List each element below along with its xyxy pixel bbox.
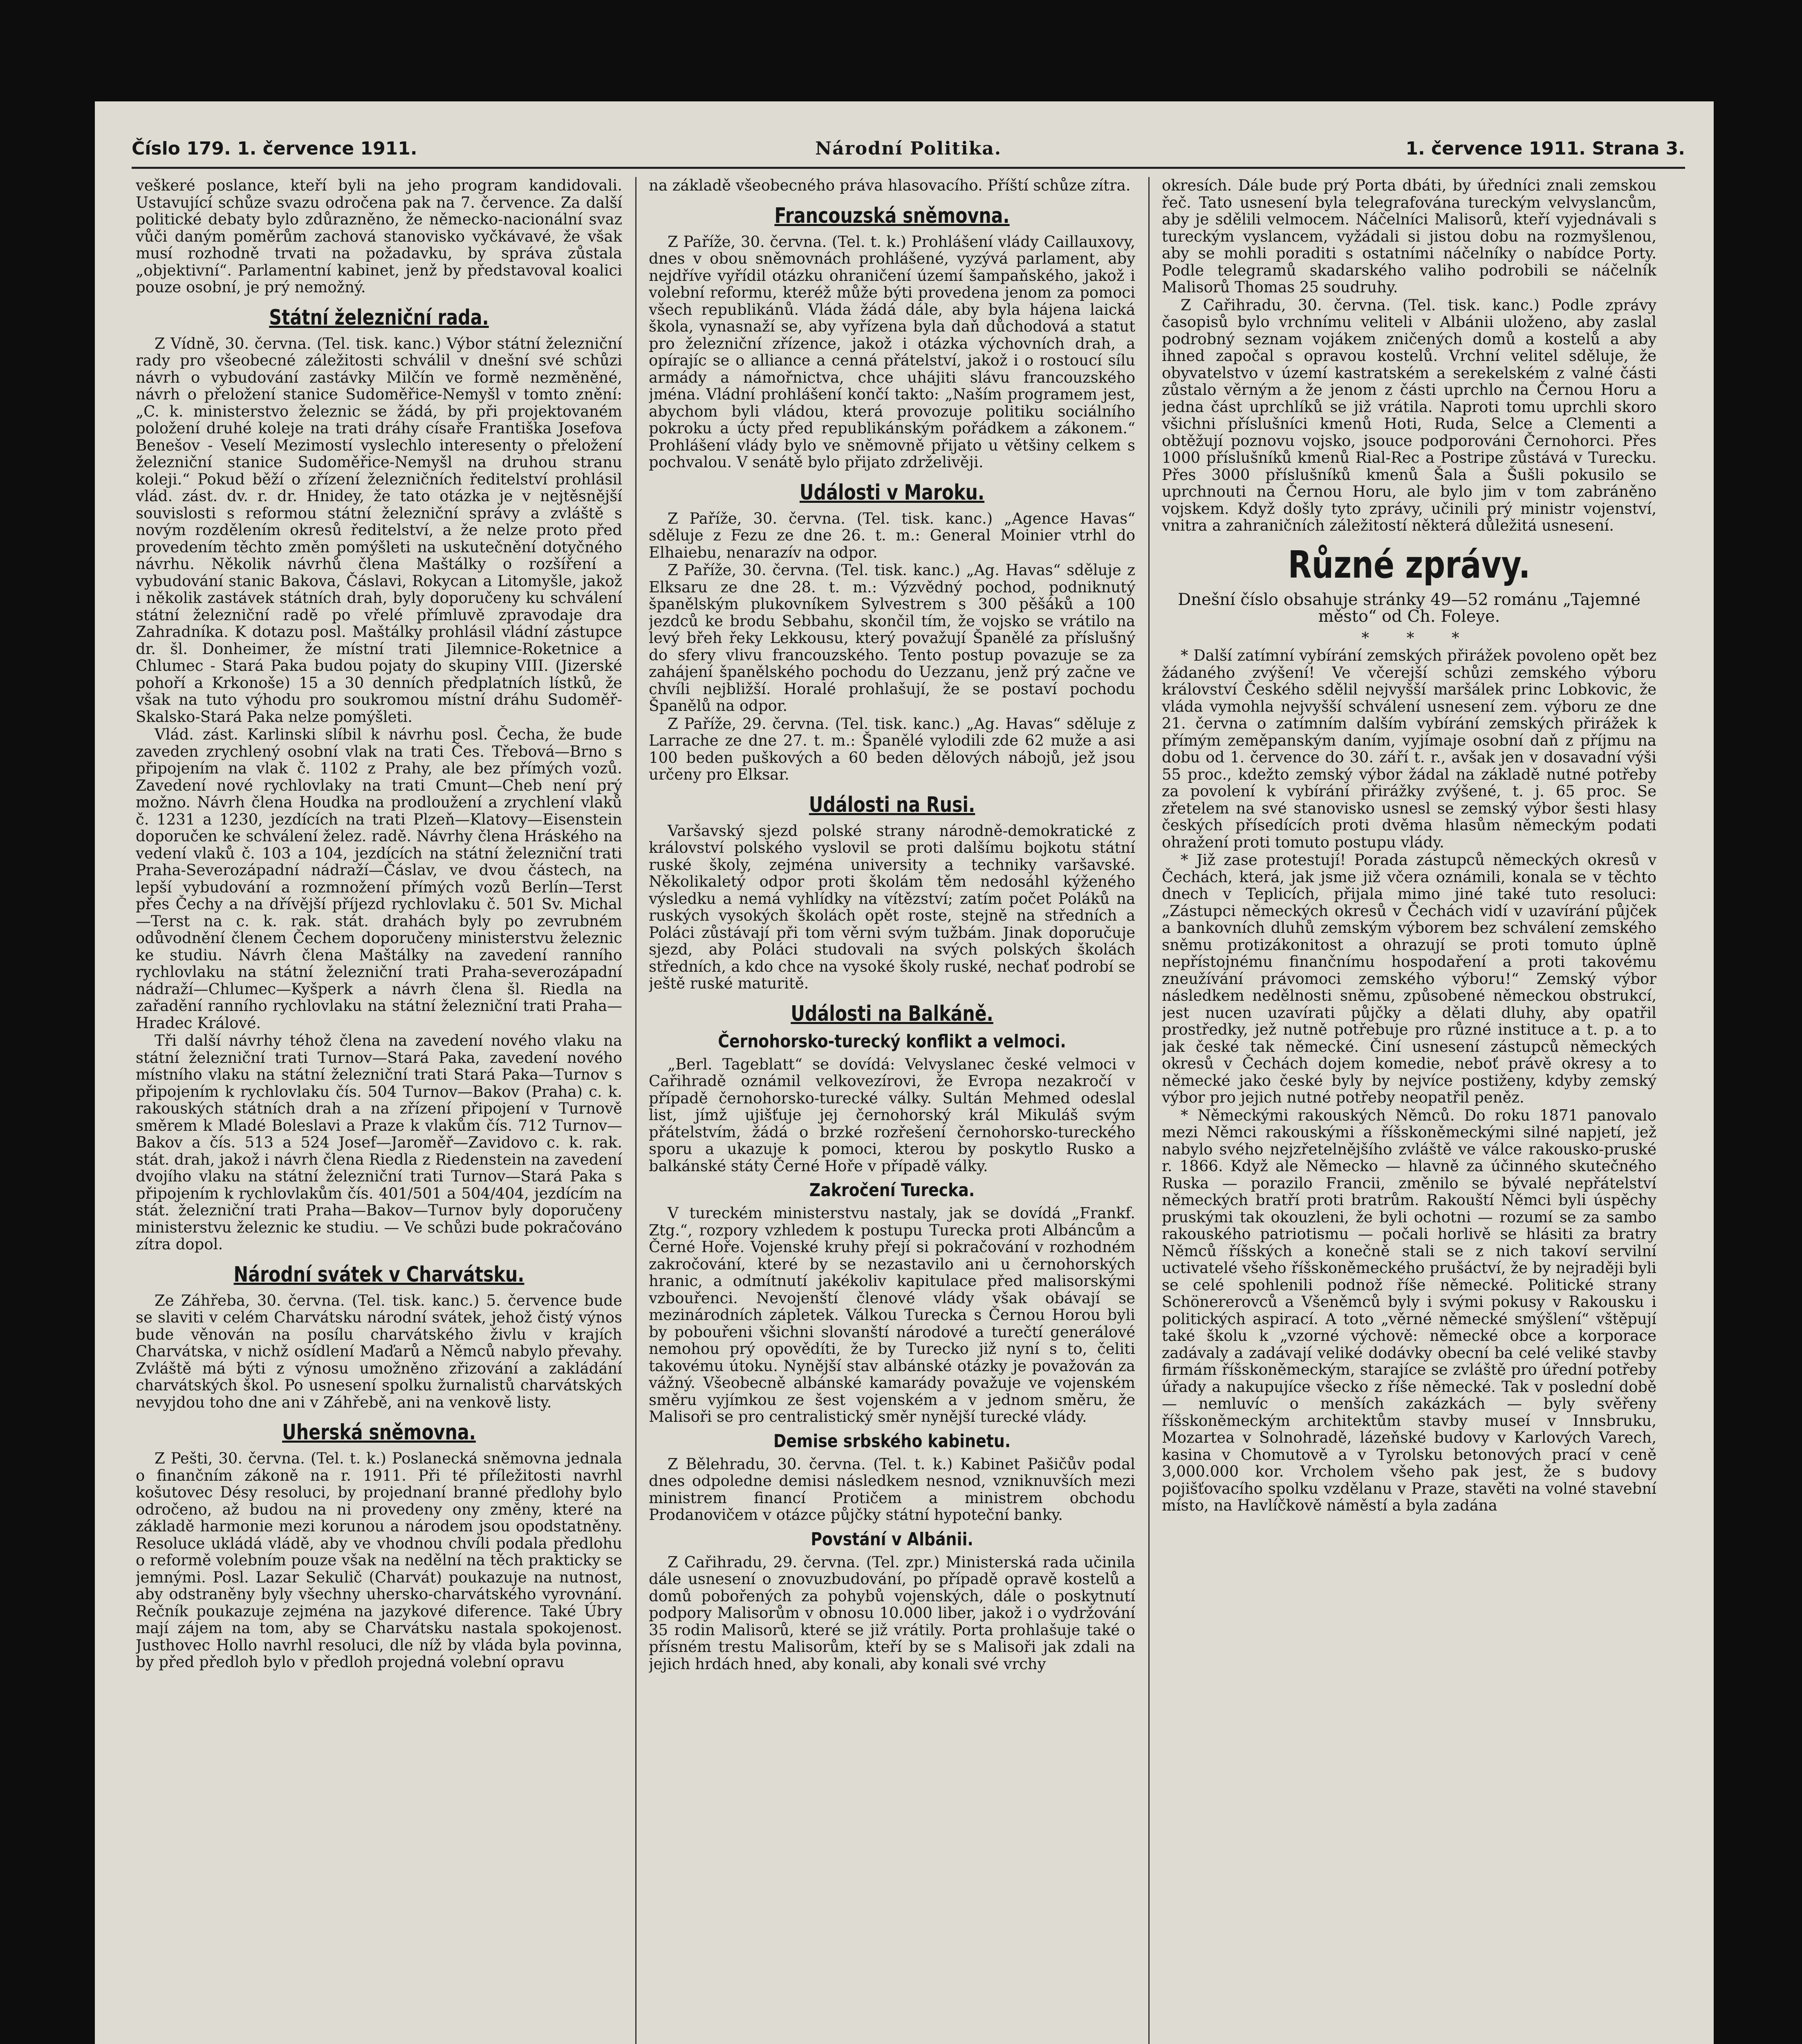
page-date-number: 1. července 1911. Strana 3.: [1405, 138, 1685, 159]
column-divider: [1148, 177, 1150, 2044]
article-text: Z Paříže, 30. června. (Tel. t. k.) Prohlášení vlády Caillauxovy, dnes v obou sněmovnách prohlášené, vyzývá parlament, aby nejdříve vyřídil otázku ohraničení území šampaňského, jakož i volební reformu, kteréž může býti provedena jenom za pomoci všech republikánů. Vláda žádá dále, aby byla hájena laická škola, vynasnaží se, aby vyřízena byla daň důchodová a statut pro železniční zřízence, jakož i otázka výchovních drah, a opírajíc se o alliance a cenná přátelství, jakož i o rostoucí sílu armády a námořnictva, chce uhájiti slávu francouzského jména. Vládní prohlášení končí takto: „Naším programem jest, abychom byli vládou, která provozuje politiku sociálního pokroku a úcty před republikánským pořádkem a zákonem.“ Prohlášení vlády bylo ve sněmovně přijato u většiny celkem s pochvalou. V senátě bylo přijato zdrželivěji.: [649, 233, 1135, 471]
article-subheading: Černohorsko-turecký konflikt a velmoci.: [718, 1031, 1066, 1052]
newspaper-page: [95, 101, 1714, 2044]
article-heading: Události na Balkáně.: [791, 1001, 993, 1026]
newspaper-title: Národní Politika.: [815, 138, 1002, 159]
article-heading: Události na Rusi.: [809, 792, 975, 817]
article-text: Z Vídně, 30. června. (Tel. tisk. kanc.) Výbor státní železniční rady pro všeobecné záležitosti schválil v dnešní své schůzi návrh o vybudování zastávky Milčín ve formě nezměněné, návrh o přeložení stanice Sudoměřice-Nemyšl v tomto znění: „C. k. ministerstvo železnic se žádá, by při projektovaném položení druhé koleje na trati dráhy císaře Františka Josefova Benešov - Veselí Mezimostí vyslechlo interesenty o přeložení železniční stanice Sudoměřice-Nemyšl na druhou stranu koleji.“ Pokud běží o zřízení železničních ředitelství prohlásil vlád. zást. dv. r. dr. Hnidey, že tato otázka je v nejtěsnější souvislosti s reformou státní železniční správy a zvláště s novým rozdělením okresů ředitelství, a že nelze proto před provedením těchto změn pomýšleti na uskutečnění dotyčného návrhu. Několik návrhů člena Maštálky o rozšíření a vybudování stanic Bakova, Čáslavi, Rokycan a Litomyšle, jakož i několik zastávek státních drah, byly doporučeny ku schválení státní železniční radě po vřelé přímluvě zpravodaje dra Zahradníka. K dotazu posl. Maštálky prohlásil vládní zástupce dr. šl. Donheimer, že místní trati Jilemnice-Roketnice a Chlumec - Stará Paka budou pojaty do skupiny VIII. (Jizerské pohoří a Krkonoše) 15 a 30 denních předplatních lístků, že však na tuto výhodu pro soukromou místní dráhu Sudoměř-Skalsko-Stará Paka nelze pomýšleti.: [136, 334, 622, 726]
column-divider: [635, 177, 637, 2044]
section-heading: Různé zprávy.: [1288, 542, 1531, 587]
article-text: * Německými rakouských Němců. Do roku 1871 panovalo mezi Němci rakouskými a říšskoněmeckými silné napjetí, jež nabylo svého nejzřetelnějšího zvláště ve válce rakousko-pruské r. 1866. Když ale Německo — hlavně za účinného skutečného Ruska — porazilo Francii, změnilo se bývalé nepřátelství německých bratří proti bratrům. Rakouští Němci byli úspěchy pruskými tak okouzleni, že byli ochotni — rozumí se za sambo rakouského patriotismu — počali horlivě se hlásiti za bratry Němců říšských a konečně stali se z nich takoví servilní uctivatelé všeho říšskoněmeckého prušáctví, že by nejraději byli se celé spohlenili podnož říše německé. Politické strany Schönererovců a Všeněmců byly i svými pokusy v Rakousku i politických aspirací. A toto „věrné německé smýšlení“ vštěpují také školu k „vzorné výchově: německé obce a korporace zadávaly a zadávají veliké dodávky obecní ba celé veliké stavby firmám říšskoněmeckým, starajíce se zvláště pro úřední potřeby úřady a nakupujíce všecko z říše německé. Tak v poslední době — nemluvíc o menších zakázkách — byly svěřeny říšskoněmeckým architektům stavby museí v Innsbruku, Mozartea v Solnohradě, lázeňské budovy v Karlových Varech, kasina v Chomutově a v Tyrolsku betonových prací v ceně 3,000.000 kor. Vrcholem všeho pak jest, že s budovy pojišťovacího spolku vzdělanu v Praze, stavěti na volné stavební místo, na Havlíčkově náměstí a byla zadána: [1162, 1106, 1656, 1514]
article-subheading: Povstání v Albánii.: [811, 1529, 973, 1550]
supplement-note: Dnešní číslo obsahuje stránky 49—52 románu „Tajemné město“ od Ch. Foleye.: [1178, 590, 1641, 626]
article-subheading: Zakročení Turecka.: [809, 1180, 975, 1201]
article-text: okresích. Dále bude prý Porta dbáti, by úředníci znali zemskou řeč. Tato usnesení byla telegrafována tureckým velvyslancům, aby je sdělili velmocem. Náčelníci Malisorů, kteří vyjednávali s tureckým vyslancem, vyžádali si jistou dobu na rozmyšlenou, aby se mohli poraditi s ostatními náčelníky o nabídce Porty. Podle telegramů skadarského valiho podrobili se náčelník Malisorů Thomas 25 soudruhy.: [1162, 177, 1656, 296]
article-heading: Státní železniční rada.: [269, 305, 489, 330]
article-heading: Národní svátek v Charvátsku.: [233, 1262, 524, 1287]
article-text: „Berl. Tageblatt“ se dovídá: Velvyslanec české velmoci v Cařihradě oznámil velkovezírovi, že Evropa nezakročí v případě černohorsko-turecké války. Sultán Mehmed odeslal list, jímž ujišťuje jej černohorský král Mikuláš svým přátelstvím, žádá o brzké rozřešení černohorsko-tureckého sporu a ukazuje k pomoci, kterou by poskytlo Rusko a balkánské státy Černé Hoře v případě války.: [649, 1055, 1135, 1175]
article-text: Z Cařihradu, 29. června. (Tel. zpr.) Ministerská rada učinila dále usnesení o znovuzbudování, po případě opravě kostelů a domů pobořených za pohybů vojenských, dále o poskytnutí podpory Malisorům v obnosu 10.000 liber, jakož i o vydržování 35 rodin Malisorů, které se již vrátily. Porta prohlašuje také o přísném trestu Malisorům, kteří by se s Malisoři jak zdali na jejich hrdách hned, aby konali, aby konali své vrchy: [649, 1553, 1135, 1673]
article-text: V tureckém ministerstvu nastaly, jak se dovídá „Frankf. Ztg.“, rozpory vzhledem k postupu Turecka proti Albáncům a Černé Hoře. Vojenské kruhy přejí si pokračování v rozhodném zakročování, které by se nezastavilo ani u černohorských hranic, a odmítnutí jakékoliv kapitulace před malisorskými vzbouřenci. Nevojenští členové vlády však obávají se mezinárodních zápletek. Válkou Turecka s Černou Horou byli by pobouřeni všichni slovanští národové a turečtí generálové nemohou prý opovědíti, že by Turecko již nyní s to, čeliti takovému útoku. Nynější stav albánské otázky je považován za vážný. Všeobecně albánské kamarády považuje ve vojenském směru vyjímkou ze šest vojenském a v jednom směru, že Malisoři se pro centralistický směr nynější turecké vlády.: [649, 1204, 1135, 1425]
article-text: * Již zase protestují! Porada zástupců německých okresů v Čechách, která, jak jsme již včera oznámili, konala se v těchto dnech v Teplicích, přijala mimo jiné také tuto resoluci: „Zástupci německých okresů v Čechách vidí v uzavírání půjček a bankovních dluhů zemským výborem bez schválení zemského sněmu protizákonitost a ohrazují se proti tomuto úplně nepřístojnému finančnímu hospodaření a proti takovému zneužívání právomoci zemského výboru!“ Zemský výbor následkem nedělnosti sněmu, způsobené německou obstrukcí, jest nucen uzavírati půjčky a dělati dluhy, aby opatřil prostředky, jež nutně potřebuje pro různé instituce a t. p. a to jak české tak německé. Činí usnesení zástupců německých okresů v Čechách dojem komedie, neboť právě okresy a to německé jako české byly by nejvíce postiženy, kdyby zemský výbor pro jejich nutné potřeby neopatřil peněz.: [1162, 851, 1656, 1106]
article-subheading: Demise srbského kabinetu.: [773, 1430, 1011, 1452]
article-text: Z Pešti, 30. června. (Tel. t. k.) Poslanecká sněmovna jednala o finančním zákoně na r. 1911. Při té příležitosti navrhl košutovec Désy resoluci, by projednaní branné předlohy bylo odročeno, až budou na ni provedeny ony změny, které na základě harmonie mezi korunou a národem jsou opodstatněny. Resoluce ukládá vládě, aby ve vhodnou chvíli podala předlohu o reformě volebním pouze však na nedělní na těch prakticky se jemnými. Posl. Lazar Sekulič (Charvát) poukazuje na nutnost, aby odstraněny byly všechny uhersko-charvátského vyrovnání. Rečník poukazuje zejména na jazykové diference. Také Úbry mají zájem na tom, aby se Charvátsku nastala spokojenost. Justhovec Hollo navrhl resoluci, dle níž by vláda byla povinna, by před předloh bylo v předloh projedná volební opravu: [136, 1450, 622, 1671]
masthead: [132, 130, 1685, 169]
article-heading: Události v Maroku.: [799, 480, 985, 505]
article-heading: Uherská sněmovna.: [282, 1420, 476, 1445]
article-text: Z Bělehradu, 30. června. (Tel. t. k.) Kabinet Pašičův podal dnes odpoledne demisi následkem nesnod, vzniknuvších mezi ministrem financí Protičem a ministrem obchodu Prodanovičem v otázce půjčky státní hypoteční banky.: [649, 1455, 1135, 1524]
article-text: Z Cařihradu, 30. června. (Tel. tisk. kanc.) Podle zprávy časopisů bylo vrchnímu veliteli v Albánii uloženo, aby zaslal podrobný seznam vojákem zničených domů a kostelů a aby ihned započal s opravou kostelů. Vrchní velitel sděluje, že obyvatelstvo v území kastratském a serekelském z valné části zůstalo věrným a že jenom z části uprchlo na Černou Horu a jedna část uprchlíků se již vrátila. Naproti tomu uprchli skoro všichni příslušníci kmenů Hoti, Ruda, Selce a Clementi a obtěžují poznovu vojsko, jsouce podporováni Černohorci. Přes 1000 příslušníků kmenů Rial-Rec a Postripe zůstává v Turecku. Přes 3000 příslušníků kmenů Šala a Šušli pokusilo se uprchnouti na Černou Horu, ale bylo jim v tom zabráněno vojskem. Když došly tyto zprávy, učinili prý ministr vojenství, vnitra a zahraničních záležitostí některá důležitá usnesení.: [1162, 296, 1656, 534]
article-text: Ze Záhřeba, 30. června. (Tel. tisk. kanc.) 5. července bude se slaviti v celém Charvátsku národní svátek, jehož čistý výnos bude věnován na posílu charvátského živlu v krajích Charvátska, v nichž osídlení Maďarů a Němců nabylo převahy. Zvláště má býti z výnosu umožněno zřizování a zakládání charvátských škol. Po usnesení spolku žurnalistů charvátských nevyjdou toho dne ani v Záhřebě, ani na venkově listy.: [136, 1291, 622, 1411]
column-1: [136, 177, 622, 2044]
column-2: [649, 177, 1135, 2044]
article-text: Z Paříže, 30. června. (Tel. tisk. kanc.) „Ag. Havas“ sděluje z Elksaru ze dne 28. t. m.: Výzvědný pochod, podniknutý španělským plukovníkem Sylvestrem s 300 pěšáků a 100 jezdců ke brodu Sebbahu, skončil tím, že vojsko se vrátilo na levý břeh řeky Lekkousu, který považují Španělé za příslušný do sfery vlivu francouzského. Tento postup povazuje se za zahájení španělského pochodu do Uezzanu, jenž prý začne ve chvíli nejbližší. Horalé prohlašují, že se postaví pochodu Španělů na odpor.: [649, 561, 1135, 715]
article-text: Vlád. zást. Karlinski slíbil k návrhu posl. Čecha, že bude zaveden zrychlený osobní vlak na trati Čes. Třebová—Brno s připojením na vlak č. 1102 z Prahy, ale bez přímých vozů. Zavedení nové rychlovlaky na trati Cmunt—Cheb není prý možno. Návrh člena Houdka na prodloužení a zrychlení vlaků č. 1231 a 1230, jezdících na trati Plzeň—Klatovy—Eisenstein doporučen ke schválení želez. radě. Návrhy člena Hráského na vedení vlaků č. 103 a 104, jezdících na státní železniční trati Praha-Severozápadní nádraží—Čáslav, ve dvou částech, na lepší vybudování a rozmnožení přímých vozů Berlín—Terst přes Čechy a na dřívější příjezd rychlovlaku č. 501 Sv. Michal—Terst na c. k. rak. stát. drahách byly po zevrubném odůvodnění členem Čechem doporučeny ministerstvu železnic ke studiu. Návrh člena Maštálky na zavedení ranního rychlovlaku na státní železniční trati Praha-severozápadní nádraží—Chlumec—Kyšperk a návrh člena šl. Riedla na zařadění ranního rychlovlaku na státní železniční trati Praha—Hradec Králové.: [136, 726, 622, 1032]
issue-number-date: Číslo 179. 1. července 1911.: [132, 138, 417, 159]
article-text: * Další zatímní vybírání zemských přirážek povoleno opět bez žádaného zvýšení! Ve včerejší schůzi zemského výboru království Českého sdělil nejvyšší maršálek princ Lobkovic, že vláda vymohla nejvyšší schválení usnesení zem. výboru ze dne 21. června o zatímním dalším vybírání zemských přirážek k přímým zeměpanským daním, vyjímaje osobní daň z příjmu na dobu od 1. července do 30. září t. r., avšak jen v dosavadní výši 55 proc., kdežto zemský výbor žádal na základě nutné potřeby za povolení k vybírání přirážky zvýšené, t. j. 65 proc. Se zřetelem na své stanovisko usnesl se zemský výbor šesti hlasy českých přísedících proti dvěma hlasům německým podati ohražení proti tomuto postupu vlády.: [1162, 647, 1656, 851]
article-text: na základě všeobecného práva hlasovacího. Příští schůze zítra.: [649, 177, 1131, 194]
article-heading: Francouzská sněmovna.: [774, 203, 1010, 228]
article-text: Varšavský sjezd polské strany národně-demokratické z království polského vyslovil se proti dalšímu bojkotu státní ruské školy, zejména university a techniky varšavské. Několikaletý odpor proti školám těm nedosáhl kýženého výsledku a nemá vyhlídky na vítězství; zatím počet Poláků na ruských vysokých školách opět roste, stejně na středních a Poláci zůstávají při tom věrni svým tužbám. Jinak doporučuje sjezd, aby Poláci studovali na svých polských školách středních, a kdo chce na vysoké školy ruské, nechať podrobí se ještě ruské maturitě.: [649, 822, 1135, 992]
article-text: Z Paříže, 30. června. (Tel. tisk. kanc.) „Agence Havas“ sděluje z Fezu ze dne 26. t. m.: General Moinier vtrhl do Elhaiebu, nenarazív na odpor.: [649, 509, 1135, 561]
article-text: veškeré poslance, kteří byli na jeho program kandidovali. Ustavující schůze svazu odročena pak na 7. července. Za další politické debaty bylo zdůrazněno, že německo-nacionální svaz vůči daným poměrům zachová stanovisko vyčkávavé, že však musí rozhodně trvati na požadavku, by správa zůstala „objektivní“. Parlamentní kabinet, jenž by představoval koalici pouze osobní, je prý nemožný.: [136, 177, 622, 296]
article-text: Z Paříže, 29. června. (Tel. tisk. kanc.) „Ag. Havas“ sděluje z Larrache ze dne 27. t. m.: Španělé vylodili zde 62 muže a asi 100 beden puškových a 60 beden dělových nábojů, jež jsou určeny pro Elksar.: [649, 715, 1135, 783]
column-3: [1162, 177, 1656, 2044]
separator-stars: * * *: [1361, 629, 1476, 647]
article-text: Tři další návrhy téhož člena na zavedení nového vlaku na státní železniční trati Turnov—Stará Paka, zavedení nového místního vlaku na státní železniční trati Stará Paka—Turnov s připojením k rychlovlaku čís. 504 Turnov—Bakov (Praha) c. k. rakouských státních drah a na zřízení připojení v Turnově směrem k Mladé Boleslavi a Praze k vlakům čís. 712 Turnov—Bakov a čís. 513 a 524 Josef—Jaroměř—Zavidovo c. k. rak. stát. drah, jakož i návrh člena Riedla z Riedenstein na zavedení dvojího vlaku na státní železniční trati Turnov—Stará Paka s připojením k rychlovlakům čís. 401/501 a 504/404, jezdícím na stát. železniční trati Praha—Bakov—Turnov byly doporučeny ministerstvu železnic ke studiu. — Ve schůzi bude pokračováno zítra dopol.: [136, 1032, 622, 1253]
